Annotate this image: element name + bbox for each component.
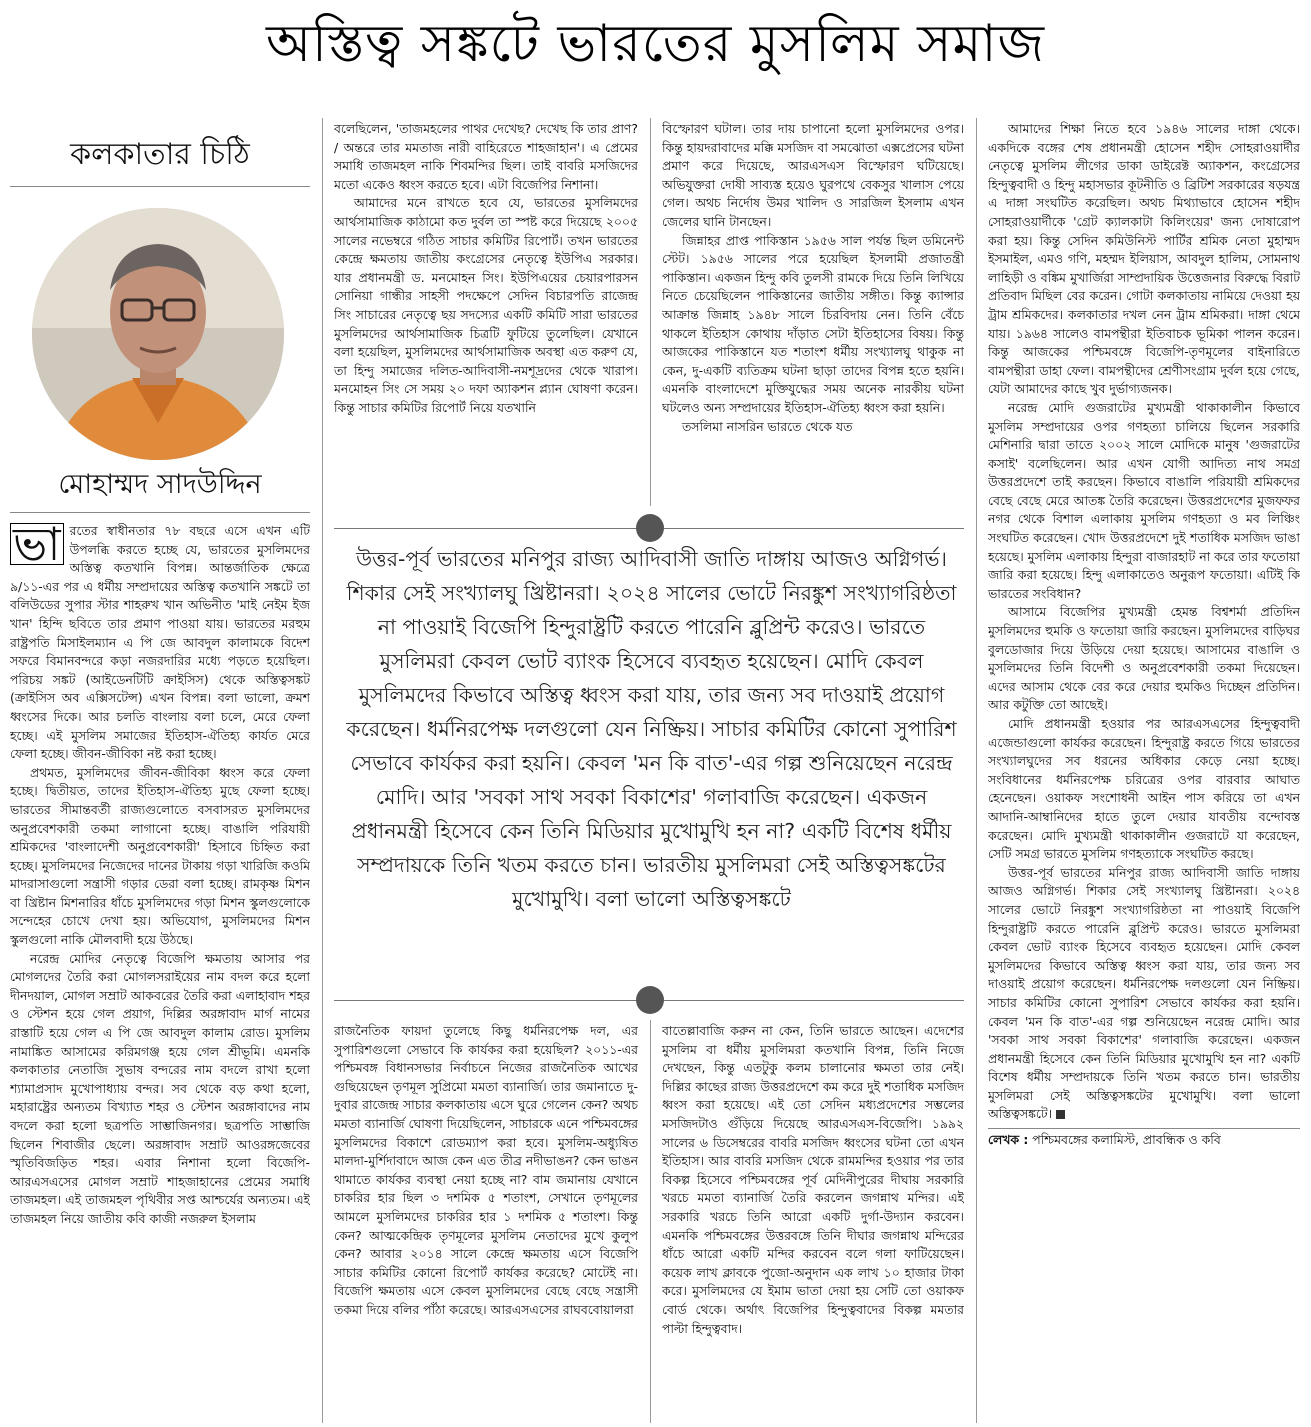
column-4-text [988, 120, 1300, 1422]
author-name: মোহাম্মদ সাদউদ্দিন [58, 469, 262, 500]
paragraph: আমাদের মনে রাখতে হবে যে, ভারতের মুসলিমদের আর্থসামাজিক কাঠামো কত দুর্বল তা স্পষ্ট করে দিয়েছে ২০০৫ সালের নভেম্বরে গঠিত সাচার কমিটির রিপোর্ট। তখন ভারতের কেন্দ্রে ক্ষমতায় জাতীয় কংগ্রেসের নেতৃত্বে ইউপিএ সরকার। যার প্রধানমন্ত্রী ড. মনমোহন সিং। ইউপিএয়ের চেয়ারপারসন সোনিয়া গান্ধীর সাহসী পদক্ষেপে সেদিন বিচারপতি রাজেন্দ্র সিং সাচারের নেতৃত্বে ছয় সদস্যের একটি কমিটি সারা ভারতের মুসলিমদের আর্থসামাজিক চিত্রটি ফুটিয়ে তুলেছিল। যেখানে বলা হয়েছিল, মুসলিমদের আর্থসামাজিক অবস্থা এত করুণ যে, তা হিন্দু সমাজের দলিত-আদিবাসী-নমশূদ্রদের থেকে খারাপ। মনমোহন সিং সে সময় ২০ দফা অ্যাকশন প্ল্যান ঘোষণা করেন। কিন্তু সাচার কমিটির রিপোর্ট নিয়ে যতখানি [334, 195, 638, 415]
drop-cap: ভা [10, 523, 64, 565]
author-photo [32, 208, 284, 460]
paragraph: বলেছিলেন, 'তাজমহলের পাথর দেখেছ? দেখেছ কি তার প্রাণ? / অন্তরে তার মমতাজ নারী বাহিরেতে শাহজাহান'। এ প্রেমের সমাধি তাজমহল নাকি শিবমন্দির ছিল। তাই বাবরি মসজিদের মতো একেও ধ্বংস করতে হবে। এটা বিজেপির নিশানা। [334, 121, 638, 192]
paragraph: তসলিমা নাসরিন ভারতে থেকে যত [682, 418, 853, 434]
column-rule [650, 118, 651, 506]
end-mark [1056, 1110, 1065, 1119]
paragraph: আমাদের শিক্ষা নিতে হবে ১৯৪৬ সালের দাঙ্গা থেকে। একদিকে বঙ্গের শেষ প্রধানমন্ত্রী হোসেন শহীদ সোহরাওয়ার্দীর নেতৃত্বে মুসলিম লীগের ডাকা ডাইরেক্ট অ্যাকশন, কংগ্রেসের হিন্দুত্ববাদী ও হিন্দু মহাসভার কূটনীতি ও ব্রিটিশ সরকারের ষড়যন্ত্র এ দাঙ্গা সংঘটিত করেছিল। অথচ মিথ্যাভাবে হোসেন শহীদ সোহরাওয়ার্দীকে 'গ্রেট ক্যালকাটা কিলিংয়ের' জন্য দোষারোপ করা হয়। কিন্তু সেদিন কমিউনিস্ট পার্টির শ্রমিক নেতা মুহাম্মদ ইসমাইল, এমও গণি, মহম্মদ ইলিয়াস, আবদুল হালিম, সোমনাথ লাহিড়ী ও বঙ্কিম মুখার্জিরা সাম্প্রদায়িক উত্তেজনার বিরুদ্ধে বিরাট প্রতিবাদ মিছিল বের করেন। গোটা কলকাতায় নামিয়ে দেওয়া হয় ট্রাম শ্রমিকদের। কলকাতার দখল নেন ট্রাম শ্রমিকরা। দাঙ্গা থেমে যায়। ১৯৬৪ সালেও বামপন্থীরা ইতিবাচক ভূমিকা পালন করেন। কিন্তু আজকের পশ্চিমবঙ্গে বিজেপি-তৃণমূলের বাইনারিতে বামপন্থীরা ডাহা ফেল। বামপন্থীদের শ্রেণীসংগ্রাম দুর্বল হয়ে গেছে, যেটা আমাদের কাছে খুব দুর্ভাগ্যজনক। [988, 121, 1300, 397]
paragraph: ভা রতের স্বাধীনতার ৭৮ বছরে এসে এখন এটি উপলব্ধি করতে হচ্ছে যে, ভারতের মুসলিমদের অস্তিত্ব কতখানি বিপন্ন। আন্তর্জাতিক ক্ষেত্রে ৯/১১-এর পর এ ধর্মীয় সম্প্রদায়ের অস্তিত্ব কতখানি সঙ্কটে তা বলিউডের সুপার স্টার শাহরুখ খান অভিনীত 'মাই নেইম ইজ খান' হিন্দি ছবিতে তার প্রমাণ পাওয়া যায়। ভারতের মরহুম রাষ্ট্রপতি মিসাইলম্যান এ পি জে আবদুল কালামকে বিদেশ সফরে বিমানবন্দরে কড়া নজরদারির মধ্যে পড়তে হয়েছিল। পরিচয় সঙ্কট (আইডেনটিটি ক্রাইসিস) থেকে অস্তিত্বসঙ্কট (ক্রাইসিস অব এক্সিসটেন্স) এখন বিপন্ন। বলা ভালো, ক্রমশ ধ্বংসের দিকে। আর চলতি বাংলায় বলা চলে, মেরে ফেলা হচ্ছে। এই মুসলিম সমাজের ইতিহাস-ঐতিহ্য কার্যত মেরে ফেলা হচ্ছে। জীবন-জীবিকা নষ্ট করা হচ্ছে। [10, 522, 310, 762]
paragraph: মোদি প্রধানমন্ত্রী হওয়ার পর আরএসএসের হিন্দুত্ববাদী এজেন্ডাগুলো কার্যকর করেছেন। হিন্দুরাষ্ট্র করতে গিয়ে ভারতের সংখ্যালঘুদের সব ধরনের অধিকার কেড়ে নেয়া হচ্ছে। সংবিধানের ধর্মনিরপেক্ষ চরিত্রের ওপর বারবার আঘাত হেনেছেন। ওয়াকফ সংশোধনী আইন পাস করিয়ে তা এখন আদানি-আম্বানিদের হাতে তুলে দেয়ার যাবতীয় বন্দোবস্ত করেছেন। মোদি মুখ্যমন্ত্রী থাকাকালীন গুজরাটে যা করেছেন, সেটি সমগ্র ভারতে মুসলিম গণহত্যাকে সংঘটিত করছে। [988, 716, 1300, 862]
author-byline [988, 1128, 1300, 1150]
column-label: কলকাতার চিঠি [70, 137, 250, 172]
paragraph: প্রথমত, মুসলিমদের জীবন-জীবিকা ধ্বংস করে ফেলা হচ্ছে। দ্বিতীয়ত, তাদের ইতিহাস-ঐতিহ্য মুছে ফেলা হচ্ছে। ভারতের সীমান্তবর্তী রাজ্যগুলোতে বসবাসরত মুসলিমদের অনুপ্রবেশকারী তকমা লাগানো হচ্ছে। বাঙালি পরিযায়ী শ্রমিকদের 'বাংলাদেশী অনুপ্রবেশকারী' হিসাবে চিহ্নিত করা হচ্ছে। মুসলিমদের নিজেদের দানের টাকায় গড়া খারিজি কওমি মাদরাসাগুলো সন্ত্রাসী গড়ার ডেরা বলা হচ্ছে। রামকৃষ্ণ মিশন বা খ্রিষ্টান মিশনারির ধাঁচে মুসলিমদের গড়া মিশন স্কুলগুলোকে সন্দেহের চোখে দেখা হয়। অভিযোগ, মুসলিমদের মিশন স্কুলগুলো নাকি মৌলবাদী হয়ে উঠছে। [10, 764, 310, 948]
divider [10, 186, 310, 187]
paragraph: নরেন্দ্র মোদির নেতৃত্বে বিজেপি ক্ষমতায় আসার পর মোগলদের তৈরি করা মোগলসরাইয়ের নাম বদল করে হলো দীনদয়াল, মোগল সম্রাট আকবরের তৈরি করা এলাহাবাদ শহর ও স্টেশন হয়ে গেল প্রয়াগ, দিল্লির অরঙ্গাবাদ মার্গ নামের রাস্তাটি হয়ে গেল এ পি জে আবদুল কালাম রোড। মুসলিম নামাঙ্কিত আসামের করিমগঞ্জ হয়ে গেল শ্রীভূমি। এমনকি কলকাতার নেতাজি সুভাষ বন্দরের নাম বদলে রাখা হলো শ্যামাপ্রসাদ মুখোপাধ্যায় বন্দর। সব থেকে বড় কথা হলো, মহারাষ্ট্রের অন্যতম বিখ্যাত শহর ও স্টেশন অরঙ্গাবাদের নাম বদলে করা হলো ছত্রপতি সাম্ভাজিনগর। ছত্রপতি সাম্ভাজি ছিলেন শিবাজীর ছেলে। অরঙ্গাবাদ সম্রাট আওরঙ্গজেবের স্মৃতিবিজড়িত শহর। এবার নিশানা হলো বিজেপি-আরএসএসের মোগল সম্রাট শাহজাহানের প্রেমের সমাধি তাজমহল। এই তাজমহল পৃথিবীর সপ্ত আশ্চর্যের অন্যতম। এই তাজমহল নিয়ে জাতীয় কবি কাজী নজরুল ইসলাম [10, 950, 310, 1226]
byline-text: পশ্চিমবঙ্গের কলামিস্ট, প্রাবন্ধিক ও কবি [1032, 1132, 1221, 1148]
paragraph: নরেন্দ্র মোদি গুজরাটের মুখ্যমন্ত্রী থাকাকালীন কিভাবে মুসলিম সম্প্রদায়ের ওপর গণহত্যা চালিয়ে ছিলেন সরকারি মেশিনারি দ্বারা তাতে ২০০২ সালে মোদিকে মানুষ 'গুজরাটের কসাই' বলেছিলেন। আর এখন যোগী আদিত্য নাথ সমগ্র উত্তরপ্রদেশে তাই করছেন। কিভাবে বাঙালি পরিযায়ী শ্রমিকদের বেছে বেছে মেরে আতঙ্ক তৈরি করেছেন। উত্তরপ্রদেশের মুজফফর নগর থেকে বিশাল এলাকায় মুসলিম গণহত্যা ও মব লিঞ্চিং সংঘটিত করেছেন। খোদ উত্তরপ্রদেশে দুই শতাধিক মসজিদ ভাঙা হয়েছে। মুসলিম এলাকায় হিন্দুরা বাজারহাট না করে তার ফতোয়া জারি করা হয়েছে। হিন্দু এলাকাতেও অনুরূপ ফতোয়া। এটিই কি ভারতের সংবিধান? [988, 399, 1300, 601]
column-1-text [10, 522, 310, 1422]
pull-quote: উত্তর-পূর্ব ভারতের মনিপুর রাজ্য আদিবাসী জাতি দাঙ্গায় আজও অগ্নিগর্ভ। শিকার সেই সংখ্যালঘু খ্রিষ্টানরা। ২০২৪ সালের ভোটে নিরঙ্কুশ সংখ্যাগরিষ্ঠতা না পাওয়াই বিজেপি হিন্দুরাষ্ট্রটি করতে পারেনি ব্লুপ্রিন্ট করেও। ভারতে মুসলিমরা কেবল ভোট ব্যাংক হিসেবে ব্যবহৃত হয়েছেন। মোদি কেবল মুসলিমদের কিভাবে অস্তিত্ব ধ্বংস করা যায়, তার জন্য সব দাওয়াই প্রয়োগ করেছেন। ধর্মনিরপেক্ষ দলগুলো যেন নিষ্ক্রিয়। সাচার কমিটির কোনো সুপারিশ সেভাবে কার্যকর করা হয়নি। কেবল 'মন কি বাত'-এর গল্প শুনিয়েছেন নরেন্দ্র মোদি। আর 'সবকা সাথ সবকা বিকাশের' গলাবাজি করেছেন। একজন প্রধানমন্ত্রী হিসেবে কেন তিনি মিডিয়ার মুখোমুখি হন না? একটি বিশেষ ধর্মীয় সম্প্রদায়কে তিনি খতম করতে চান। ভারতীয় মুসলিমরা সেই অস্তিত্বসঙ্কটের মুখোমুখি। বলা ভালো অস্তিত্বসঙ্কটে [346, 547, 957, 911]
divider [10, 512, 310, 513]
paragraph: বাতেল্লাবাজি করুন না কেন, তিনি ভারতে আছেন। এদেশের মুসলিম বা ধর্মীয় মুসলিমরা কতখানি বিপন্ন, তিনি নিজে দেখছেন, কিন্তু এতটুকু কলম চালানোর ক্ষমতা তার নেই। দিল্লির কাছের রাজ্য উত্তরপ্রদেশে কম করে দুই শতাধিক মসজিদ ধ্বংস করা হয়েছে। এই তো সেদিন মধ্যপ্রদেশের সম্ভলের মসজিদটাও গুঁড়িয়ে দিয়েছে আরএসএস-বিজেপি। ১৯৯২ সালের ৬ ডিসেম্বরের বাবরি মসজিদ ধ্বংসের ঘটনা তো এখন ইতিহাস। আর বাবরি মসজিদ থেকে রামমন্দির হওয়ার পর তার বিকল্প হিসেবে পশ্চিমবঙ্গের পূর্ব মেদিনীপুরের দীঘায় সরকারি খরচে মমতা ব্যানার্জি তৈরি করলেন জগন্নাথ মন্দির। এই সরকারি খরচে তিনি আরো একটি দুর্গা-উদ্যান করবেন। এমনকি পশ্চিমবঙ্গের উত্তরবঙ্গে তিনি দীঘার জগন্নাথ মন্দিরের ধাঁচে আরো একটি মন্দির করবেন বলে গলা ফাটিয়েছেন। কয়েক লাখ ক্লাবকে পুজো-অনুদান এক লাখ ১০ হাজার টাকা করে। মুসলিমদের যে ইমাম ভাতা দেয়া হয় সেটি তো ওয়াকফ বোর্ড থেকে। অর্থাৎ বিজেপির হিন্দুত্ববাদের বিকল্প মমতার পাল্টা হিন্দুত্ববাদ। [662, 1023, 964, 1336]
paragraph: বিস্ফোরণ ঘটাল। তার দায় চাপানো হলো মুসলিমদের ওপর। কিন্তু হায়দরাবাদের মক্কি মসজিদ বা সমঝোতা এক্সপ্রেসের ঘটনা প্রমাণ করে দিয়েছে, আরএসএস বিস্ফোরণ ঘটিয়েছে। অভিযুক্তরা দোষী সাব্যস্ত হয়েও ঘুরপথে বেকসুর খালাস পেয়ে গেল। অথচ নির্দোষ উমর খালিদ ও সারজিল ইসলাম এখন জেলের ঘানি টানছেন। [662, 121, 964, 229]
column-rule [976, 118, 977, 1423]
column-3-top-text [662, 120, 964, 502]
byline-label: লেখক : [988, 1132, 1029, 1148]
separator-dot [636, 514, 664, 542]
separator-dot [636, 986, 664, 1014]
column-3-bottom-text [662, 1022, 964, 1422]
paragraph: আসামে বিজেপির মুখ্যমন্ত্রী হেমন্ত বিশ্বশর্মা প্রতিদিন মুসলিমদের হুমকি ও ফতোয়া জারি করছেন। মুসলিমদের বাড়িঘর বুলডোজার দিয়ে উড়িয়ে দেয়া হয়েছে। আসামের বাঙালি ও মুসলিমদের তিনি বিদেশী ও অনুপ্রবেশকারী তকমা দিয়েছেন। এদের আসাম থেকে বের করে দেয়ার হুমকিও দিচ্ছেন প্রতিদিন। আর কটুক্তি তো আছেই। [988, 604, 1300, 713]
paragraph: রাজনৈতিক ফায়দা তুলেছে কিছু ধর্মনিরপেক্ষ দল, এর সুপারিশগুলো সেভাবে কি কার্যকর করা হয়েছিল? ২০১১-এর পশ্চিমবঙ্গ বিধানসভার নির্বাচনে নিজের রাজনৈতিক আখের গুছিয়েছেন তৃণমূল সুপ্রিমো মমতা ব্যানার্জি। তার জমানাতে দু-দুবার রাজেন্দ্র সাচার কলকাতায় এসে ঘুরে গেলেন কেন? অথচ মমতা ব্যানার্জি ঘোষণা দিয়েছিলেন, সাচারকে এনে পশ্চিমবঙ্গের মুসলিমদের বিকাশে রোডম্যাপ করা হবে। মুসলিম-অধ্যুষিত মালদা-মুর্শিদাবাদে আজ কেন এত তীব্র নদীভাঙন? কেন ভাঙন থামাতে কার্যকর ব্যবস্থা নেয়া হচ্ছে না? বাম জমানায় যেখানে চাকরির হার ছিল ৩ দশমিক ৫ শতাংশ, সেখানে তৃণমূলের আমলে মুসলিমদের চাকরির হার ১ দশমিক ৫ শতাংশ। কিন্তু কেন? আত্মকেন্দ্রিক তৃণমূলের মুসলিম নেতাদের মুখে কুলুপ কেন? আবার ২০১৪ সালে কেন্দ্রে ক্ষমতায় এসে বিজেপি সাচার কমিটির কোনো রিপোর্ট কার্যকর করেছে? মোটেই না। বিজেপি ক্ষমতায় এসে কেবল মুসলিমদের বেছে বেছে সন্ত্রাসী তকমা দিয়ে বলির পাঁঠা করেছে। আরএসএসের রাঘববোয়ালরা [334, 1023, 638, 1317]
column-2-top-text [334, 120, 638, 502]
headline: অস্তিত্ব সঙ্কটে ভারতের মুসলিম সমাজ [265, 14, 1045, 74]
column-rule [322, 118, 323, 1423]
paragraph: জিন্নাহর প্রাপ্ত পাকিস্তান ১৯৫৬ সাল পর্যন্ত ছিল ডমিনেন্ট স্টেট। ১৯৫৬ সালের পরে হয়েছিল ইসলামী প্রজাতন্ত্রী পাকিস্তান। একজন হিন্দু কবি তুলসী রামকে দিয়ে তিনি লিখিয়ে নিতে চেয়েছিলেন পাকিস্তানের জাতীয় সঙ্গীত। কিন্তু ক্যান্সার আক্রান্ত জিন্নাহ ১৯৪৮ সালে চিরবিদায় নেন। তিনি বেঁচে থাকলে ইতিহাস কোথায় দাঁড়াত সেটা ইতিহাসের বিষয়। কিন্তু আজকের পাকিস্তানে যত শতাংশ ধর্মীয় সংখ্যালঘু থাকুক না কেন, দু-একটি ব্যতিক্রম ঘটনা ছাড়া তাদের বিপন্ন হতে হয়নি। এমনকি বাংলাদেশে মুক্তিযুদ্ধের সময় অনেক নারকীয় ঘটনা ঘটলেও অন্য সম্প্রদায়ের ইতিহাস-ঐতিহ্য ধ্বংস করা হয়নি। [662, 232, 964, 415]
column-2-bottom-text [334, 1022, 638, 1422]
column-rule [650, 1020, 651, 1423]
portrait-image [32, 208, 284, 460]
paragraph: উত্তর-পূর্ব ভারতের মনিপুর রাজ্য আদিবাসী জাতি দাঙ্গায় আজও অগ্নিগর্ভ। শিকার সেই সংখ্যালঘু খ্রিষ্টানরা। ২০২৪ সালের ভোটে নিরঙ্কুশ সংখ্যাগরিষ্ঠতা না পাওয়াই বিজেপি হিন্দুরাষ্ট্রটি করতে পারেনি ব্লুপ্রিন্ট করেও। ভারতে মুসলিমরা কেবল ভোট ব্যাংক হিসেবে ব্যবহৃত হয়েছেন। মোদি কেবল মুসলিমদের কিভাবে অস্তিত্ব ধ্বংস করা যায়, তার জন্য সব দাওয়াই প্রয়োগ করেছেন। ধর্মনিরপেক্ষ দলগুলো যেন নিষ্ক্রিয়। সাচার কমিটির কোনো সুপারিশ সেভাবে কার্যকর করা হয়নি। কেবল 'মন কি বাত'-এর গল্প শুনিয়েছেন নরেন্দ্র মোদি। আর 'সবকা সাথ সবকা বিকাশের' গলাবাজি করেছেন। একজন প্রধানমন্ত্রী হিসেবে কেন তিনি মিডিয়ার মুখোমুখি হন না? একটি বিশেষ ধর্মীয় সম্প্রদায়কে তিনি খতম করতে চান। ভারতীয় মুসলিমরা সেই অস্তিত্বসঙ্কটের মুখোমুখি। বলা ভালো অস্তিত্বসঙ্কটে। [988, 864, 1300, 1122]
